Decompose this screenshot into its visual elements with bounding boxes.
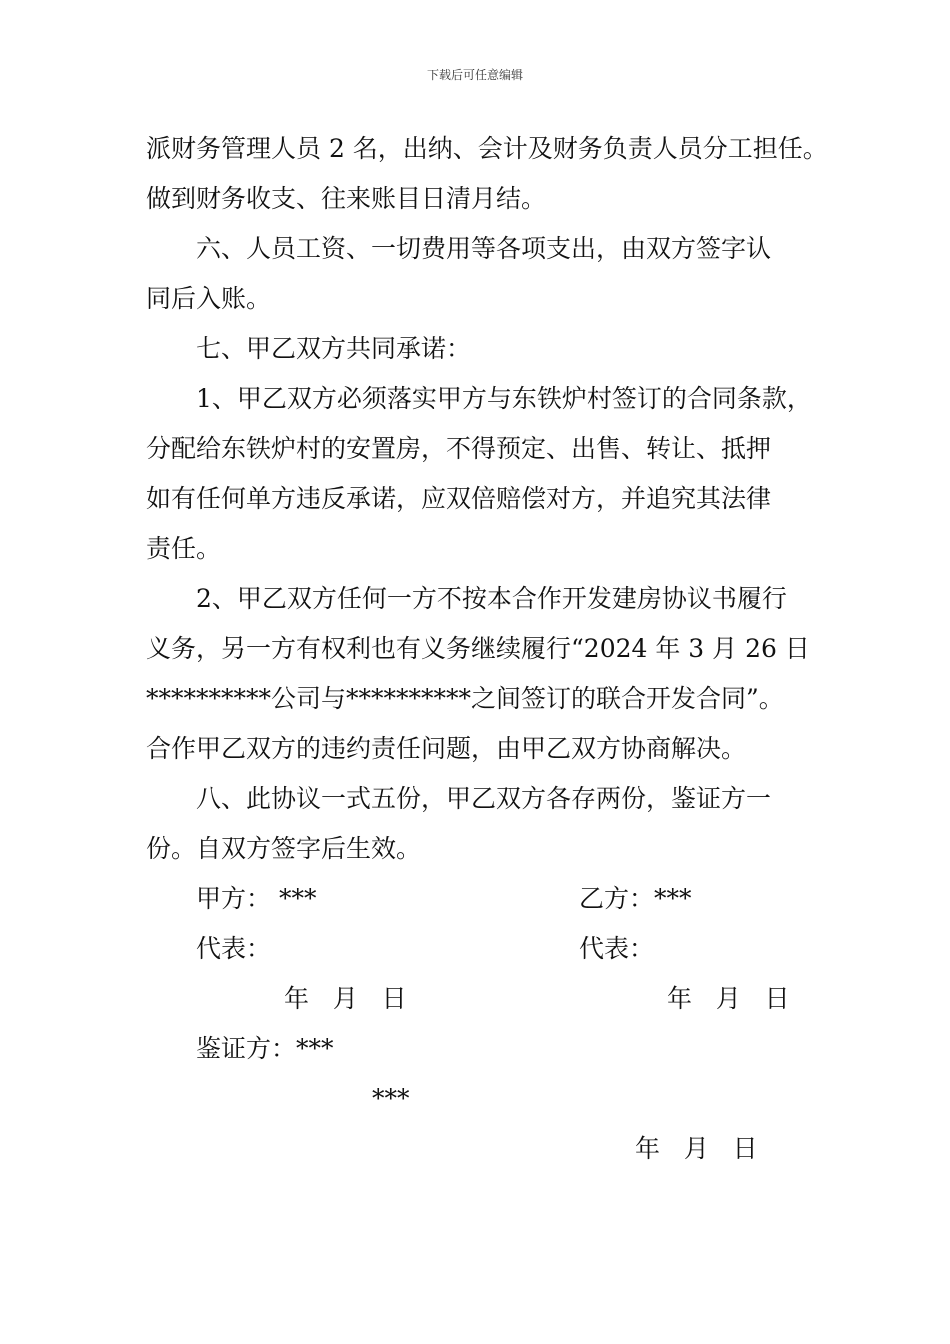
clause-seven-heading: 七、甲乙双方共同承诺： <box>196 334 472 363</box>
clause-seven-item-1-line: 如有任何单方违反承诺，应双倍赔偿对方，并追究其法律 <box>146 484 772 513</box>
party-b-date: 年 月 日 <box>667 984 790 1013</box>
party-a-representative: 代表： <box>196 934 272 963</box>
clause-seven-item-2-line: 义务，另一方有权利也有义务继续履行“2024 年 3 月 26 日 <box>146 634 810 663</box>
clause-eight-line: 八、此协议一式五份，甲乙双方各存两份，鉴证方一 <box>196 784 772 813</box>
witness-label: 鉴证方：*** <box>196 1034 334 1063</box>
party-a-date: 年 月 日 <box>284 984 407 1013</box>
clause-six-line: 六、人员工资、一切费用等各项支出，由双方签字认 <box>196 234 772 263</box>
party-a-label: 甲方： *** <box>196 884 317 913</box>
witness-signature: *** <box>372 1084 410 1113</box>
clause-six-line: 同后入账。 <box>146 284 272 313</box>
header-note: 下载后可任意编辑 <box>426 68 523 82</box>
paragraph-line: 派财务管理人员 2 名，出纳、会计及财务负责人员分工担任。 <box>146 134 828 163</box>
clause-seven-item-2-line: **********公司与**********之间签订的联合开发合同”。 <box>146 684 784 713</box>
clause-seven-item-2-line: 合作甲乙双方的违约责任问题，由甲乙双方协商解决。 <box>146 734 747 763</box>
paragraph-line: 做到财务收支、往来账目日清月结。 <box>146 184 547 213</box>
clause-seven-item-1-line: 分配给东铁炉村的安置房，不得预定、出售、转让、抵押 <box>146 434 772 463</box>
clause-seven-item-2-line: 2、甲乙双方任何一方不按本合作开发建房协议书履行 <box>196 584 787 613</box>
clause-seven-item-1-line: 责任。 <box>146 534 222 563</box>
witness-date: 年 月 日 <box>635 1134 758 1163</box>
clause-eight-line: 份。自双方签字后生效。 <box>146 834 422 863</box>
clause-seven-item-1-line: 1、甲乙双方必须落实甲方与东铁炉村签订的合同条款， <box>196 384 812 413</box>
party-b-representative: 代表： <box>579 934 655 963</box>
party-b-label: 乙方：*** <box>579 884 692 913</box>
